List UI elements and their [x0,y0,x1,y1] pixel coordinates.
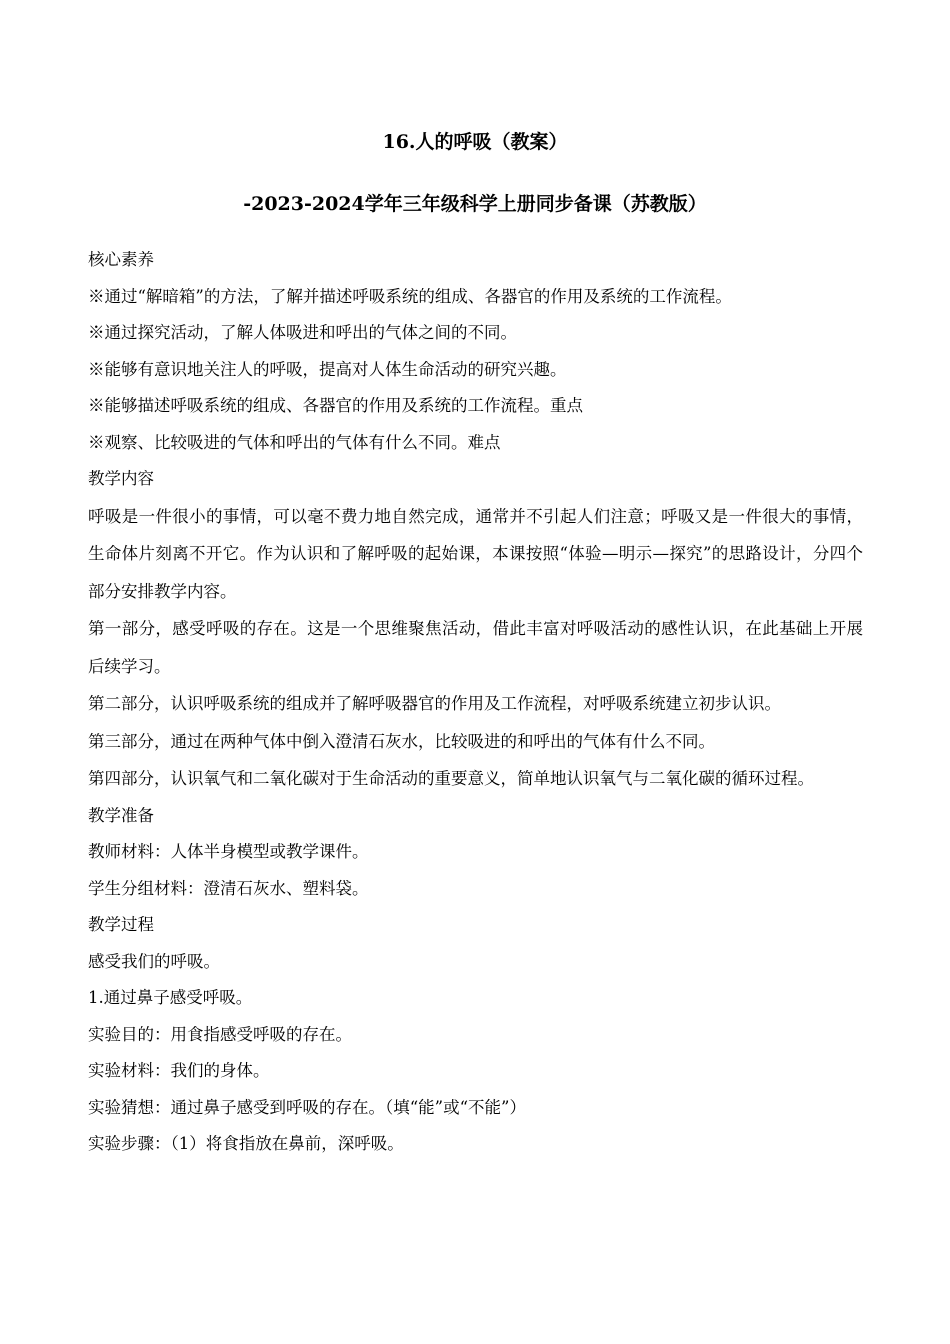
core-literacy-item: ※能够有意识地关注人的呼吸，提高对人体生命活动的研究兴趣。 [88,359,567,379]
content-paragraph: 第一部分，感受呼吸的存在。这是一个思维聚焦活动，借此丰富对呼吸活动的感性认识，在此基础上开展后续学习。 [88,619,863,676]
section-heading-process: 教学过程 [88,915,154,934]
process-item: 感受我们的呼吸。 [88,951,220,971]
core-literacy-item: ※能够描述呼吸系统的组成、各器官的作用及系统的工作流程。重点 [88,396,583,415]
content-paragraph: 呼吸是一件很小的事情，可以毫不费力地自然完成，通常并不引起人们注意；呼吸又是一件很大的事情，生命体片刻离不开它。作为认识和了解呼吸的起始课，本课按照“体验—明示—探究”的思路设计，分四个部分安排教学内容。 [88,506,863,601]
process-item: 实验目的：用食指感受呼吸的存在。 [88,1024,352,1044]
process-item: 1.通过鼻子感受呼吸。 [88,988,253,1007]
section-heading-content: 教学内容 [88,469,154,488]
process-item: 实验猜想：通过鼻子感受到呼吸的存在。（填“能”或“不能”） [88,1097,526,1117]
process-item: 实验材料：我们的身体。 [88,1061,270,1080]
section-heading-preparation: 教学准备 [88,805,154,825]
process-item: 实验步骤：（1）将食指放在鼻前，深呼吸。 [88,1134,404,1153]
content-paragraph: 第二部分，认识呼吸系统的组成并了解呼吸器官的作用及工作流程，对呼吸系统建立初步认识。 [88,694,781,713]
preparation-item: 学生分组材料：澄清石灰水、塑料袋。 [88,878,369,898]
content-paragraph: 第三部分，通过在两种气体中倒入澄清石灰水，比较吸进的和呼出的气体有什么不同。 [88,731,715,751]
content-paragraph: 第四部分，认识氧气和二氧化碳对于生命活动的重要意义，简单地认识氧气与二氧化碳的循环过程。 [88,769,814,788]
core-literacy-item: ※观察、比较吸进的气体和呼出的气体有什么不同。难点 [88,432,501,452]
preparation-item: 教师材料：人体半身模型或教学课件。 [88,842,369,861]
core-literacy-item: ※通过“解暗箱”的方法，了解并描述呼吸系统的组成、各器官的作用及系统的工作流程。 [88,286,732,306]
section-heading-core-literacy: 核心素养 [88,250,154,269]
document-subtitle: -2023-2024学年三年级科学上册同步备课（苏教版） [243,193,707,215]
document-body [88,242,863,1163]
core-literacy-item: ※通过探究活动，了解人体吸进和呼出的气体之间的不同。 [88,323,517,342]
document-title: 16.人的呼吸（教案） [382,131,568,153]
